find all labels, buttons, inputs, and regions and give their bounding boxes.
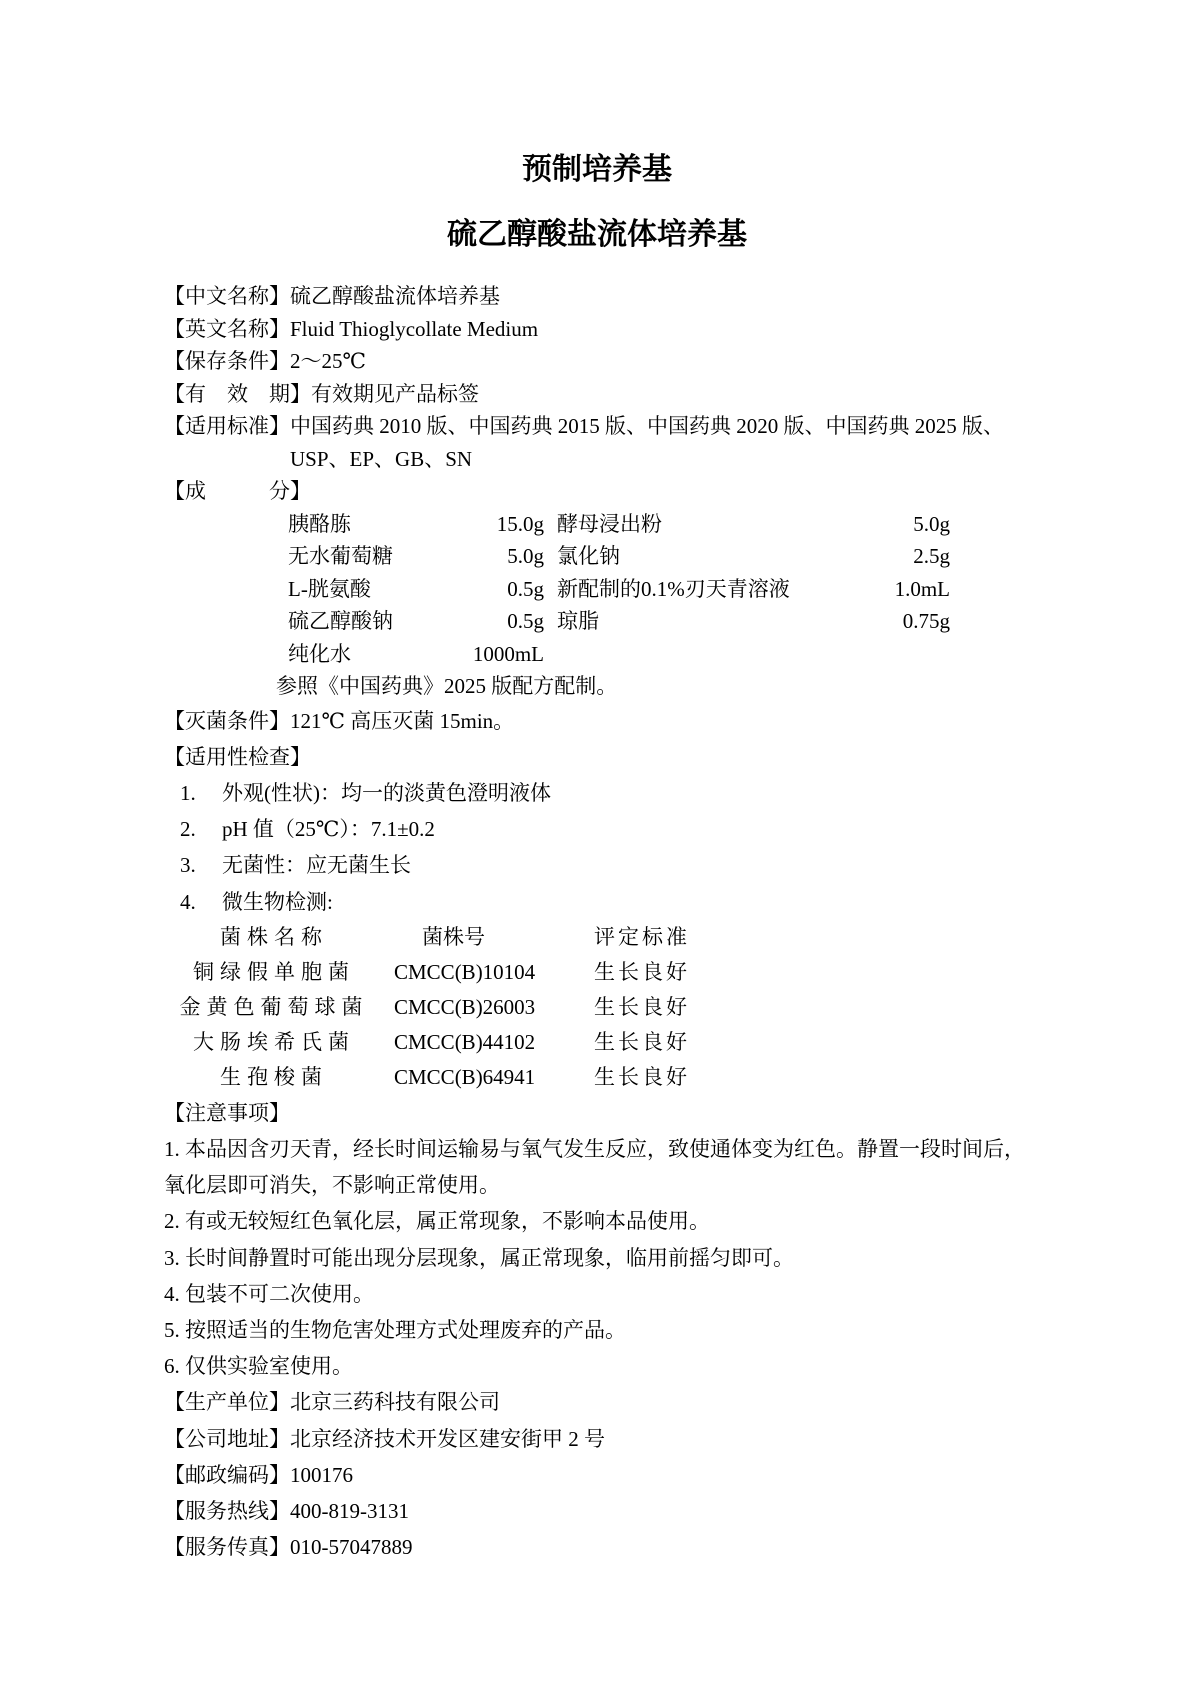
field-label: 【灭菌条件】 [164, 708, 290, 733]
field-value: 010-57047889 [290, 1535, 413, 1560]
ingredient-name: 氯化钠 [557, 544, 620, 568]
strain-name-cell: 生孢梭菌 [220, 1064, 328, 1089]
composition-row [164, 540, 1030, 573]
note-line: 5. 按照适当的生物危害处理方式处理废弃的产品。 [164, 1317, 626, 1342]
field-row-storage [164, 345, 1030, 378]
strain-header-name: 菌株名称 [220, 924, 328, 949]
field-value: 中国药典 2010 版、中国药典 2015 版、中国药典 2020 版、中国药典 2025 版、 [290, 414, 1004, 438]
note-line: 3. 长时间静置时可能出现分层现象，属正常现象，临用前摇匀即可。 [164, 1245, 794, 1270]
field-value: 北京经济技术开发区建安街甲 2 号 [290, 1426, 605, 1451]
ingredient-name: 胰酪胨 [288, 511, 351, 536]
strain-name-cell: 大肠埃希氏菌 [193, 1029, 355, 1054]
item-number: 1. [180, 780, 196, 805]
field-value: 硫乙醇酸盐流体培养基 [290, 284, 500, 308]
ingredient-amount: 15.0g [496, 511, 544, 536]
strain-name-cell: 铜绿假单胞菌 [193, 959, 355, 984]
field-row-validity [164, 378, 1030, 411]
ingredient-amount: 1000mL [472, 641, 544, 666]
standards-continuation: USP、EP、GB、SN [290, 446, 473, 471]
item-number: 4. [180, 889, 196, 914]
strain-row [164, 1025, 1030, 1060]
field-row-sterilization [164, 703, 1030, 739]
composition-row [164, 605, 1030, 638]
suitability-item [164, 847, 1030, 883]
page-subtitle: 硫乙醇酸盐流体培养基 [447, 218, 747, 251]
document-content [164, 0, 1030, 1565]
field-row-standards [164, 410, 1030, 443]
suitability-label: 【适用性检查】 [164, 744, 311, 769]
field-row-address [164, 1421, 1030, 1457]
field-label: 【英文名称】 [164, 316, 290, 341]
field-row-cn-name [164, 280, 1030, 313]
field-value: 有效期见产品标签 [311, 381, 479, 406]
strain-id-cell: CMCC(B)44102 [394, 1029, 536, 1054]
field-label: 【生产单位】 [164, 1390, 290, 1415]
composition-label: 【成 分】 [164, 479, 311, 503]
field-label: 【服务传真】 [164, 1535, 290, 1560]
item-number: 3. [180, 853, 196, 878]
ingredient-name: 无水葡萄糖 [288, 544, 393, 568]
composition-note: 参照《中国药典》2025 版配方配制。 [276, 674, 618, 698]
suitability-section [164, 739, 1030, 1095]
note-line: 6. 仅供实验室使用。 [164, 1354, 353, 1379]
strain-id-cell: CMCC(B)64941 [394, 1064, 536, 1089]
item-number: 2. [180, 817, 196, 842]
field-label: 【有 效 期】 [164, 381, 311, 406]
ingredient-amount: 0.75g [902, 609, 950, 633]
note-line: 1. 本品因含刃天青，经长时间运输易与氧气发生反应，致使通体变为红色。静置一段时间后， [164, 1136, 1025, 1161]
field-value: 北京三药科技有限公司 [290, 1390, 500, 1415]
strain-result-cell: 生长良好 [594, 959, 690, 984]
strain-row [164, 955, 1030, 990]
strain-header-result: 评定标准 [594, 924, 690, 949]
ingredient-amount: 5.0g [913, 511, 950, 536]
note-line: 4. 包装不可二次使用。 [164, 1281, 374, 1306]
field-value: 2～25℃ [290, 349, 366, 373]
composition-section [164, 475, 1030, 703]
ingredient-amount: 2.5g [913, 544, 950, 568]
field-label: 【服务热线】 [164, 1498, 290, 1523]
strain-result-cell: 生长良好 [594, 1064, 690, 1089]
suitability-item [164, 884, 1030, 920]
note-line: 氧化层即可消失，不影响正常使用。 [164, 1173, 500, 1198]
strain-table [164, 920, 1030, 1095]
ingredient-name: 琼脂 [557, 609, 599, 633]
composition-row [164, 508, 1030, 541]
footer-fields [164, 1384, 1030, 1565]
field-row-fax [164, 1529, 1030, 1565]
strain-name-cell: 金黄色葡萄球菌 [179, 994, 369, 1019]
field-value: 121℃ 高压灭菌 15min。 [290, 708, 515, 733]
composition-row [164, 573, 1030, 606]
field-list [164, 280, 1030, 475]
ingredient-amount: 0.5g [507, 576, 544, 601]
item-text: 无菌性：应无菌生长 [222, 853, 411, 878]
suitability-item [164, 775, 1030, 811]
ingredient-amount: 5.0g [507, 544, 544, 568]
strain-result-cell: 生长良好 [594, 994, 690, 1019]
ingredient-name: L-胱氨酸 [288, 576, 371, 601]
field-row-manufacturer [164, 1384, 1030, 1420]
ingredient-name: 纯化水 [288, 641, 351, 666]
field-label: 【适用标准】 [164, 414, 290, 438]
strain-row [164, 990, 1030, 1025]
field-label: 【保存条件】 [164, 349, 290, 373]
note-line: 2. 有或无较短红色氧化层，属正常现象，不影响本品使用。 [164, 1209, 710, 1234]
notes-section [164, 1095, 1030, 1385]
item-text: pH 值（25℃）：7.1±0.2 [222, 817, 435, 842]
field-label: 【公司地址】 [164, 1426, 290, 1451]
field-value: 400-819-3131 [290, 1498, 409, 1523]
ingredient-name: 新配制的0.1%刃天青溶液 [557, 576, 790, 601]
field-row-hotline [164, 1493, 1030, 1529]
ingredient-name: 硫乙醇酸钠 [288, 609, 393, 633]
field-value: Fluid Thioglycollate Medium [290, 316, 539, 341]
item-text: 外观(性状)：均一的淡黄色澄明液体 [222, 780, 551, 805]
ingredient-name: 酵母浸出粉 [557, 511, 662, 536]
strain-result-cell: 生长良好 [594, 1029, 690, 1054]
field-row-en-name [164, 313, 1030, 346]
field-row-postcode [164, 1457, 1030, 1493]
field-label: 【中文名称】 [164, 284, 290, 308]
strain-id-cell: CMCC(B)26003 [394, 994, 536, 1019]
strain-id-cell: CMCC(B)10104 [394, 959, 536, 984]
page-title: 预制培养基 [522, 153, 672, 186]
field-value: 100176 [290, 1462, 353, 1487]
notes-label: 【注意事项】 [164, 1100, 290, 1125]
strain-header-row [164, 920, 1030, 955]
ingredient-amount: 0.5g [507, 609, 544, 633]
field-label: 【邮政编码】 [164, 1462, 290, 1487]
ingredient-amount: 1.0mL [894, 576, 950, 601]
strain-row [164, 1060, 1030, 1095]
composition-row [164, 638, 1030, 671]
strain-header-id: 菌株号 [422, 924, 485, 949]
suitability-item [164, 811, 1030, 847]
item-text: 微生物检测: [222, 889, 333, 914]
